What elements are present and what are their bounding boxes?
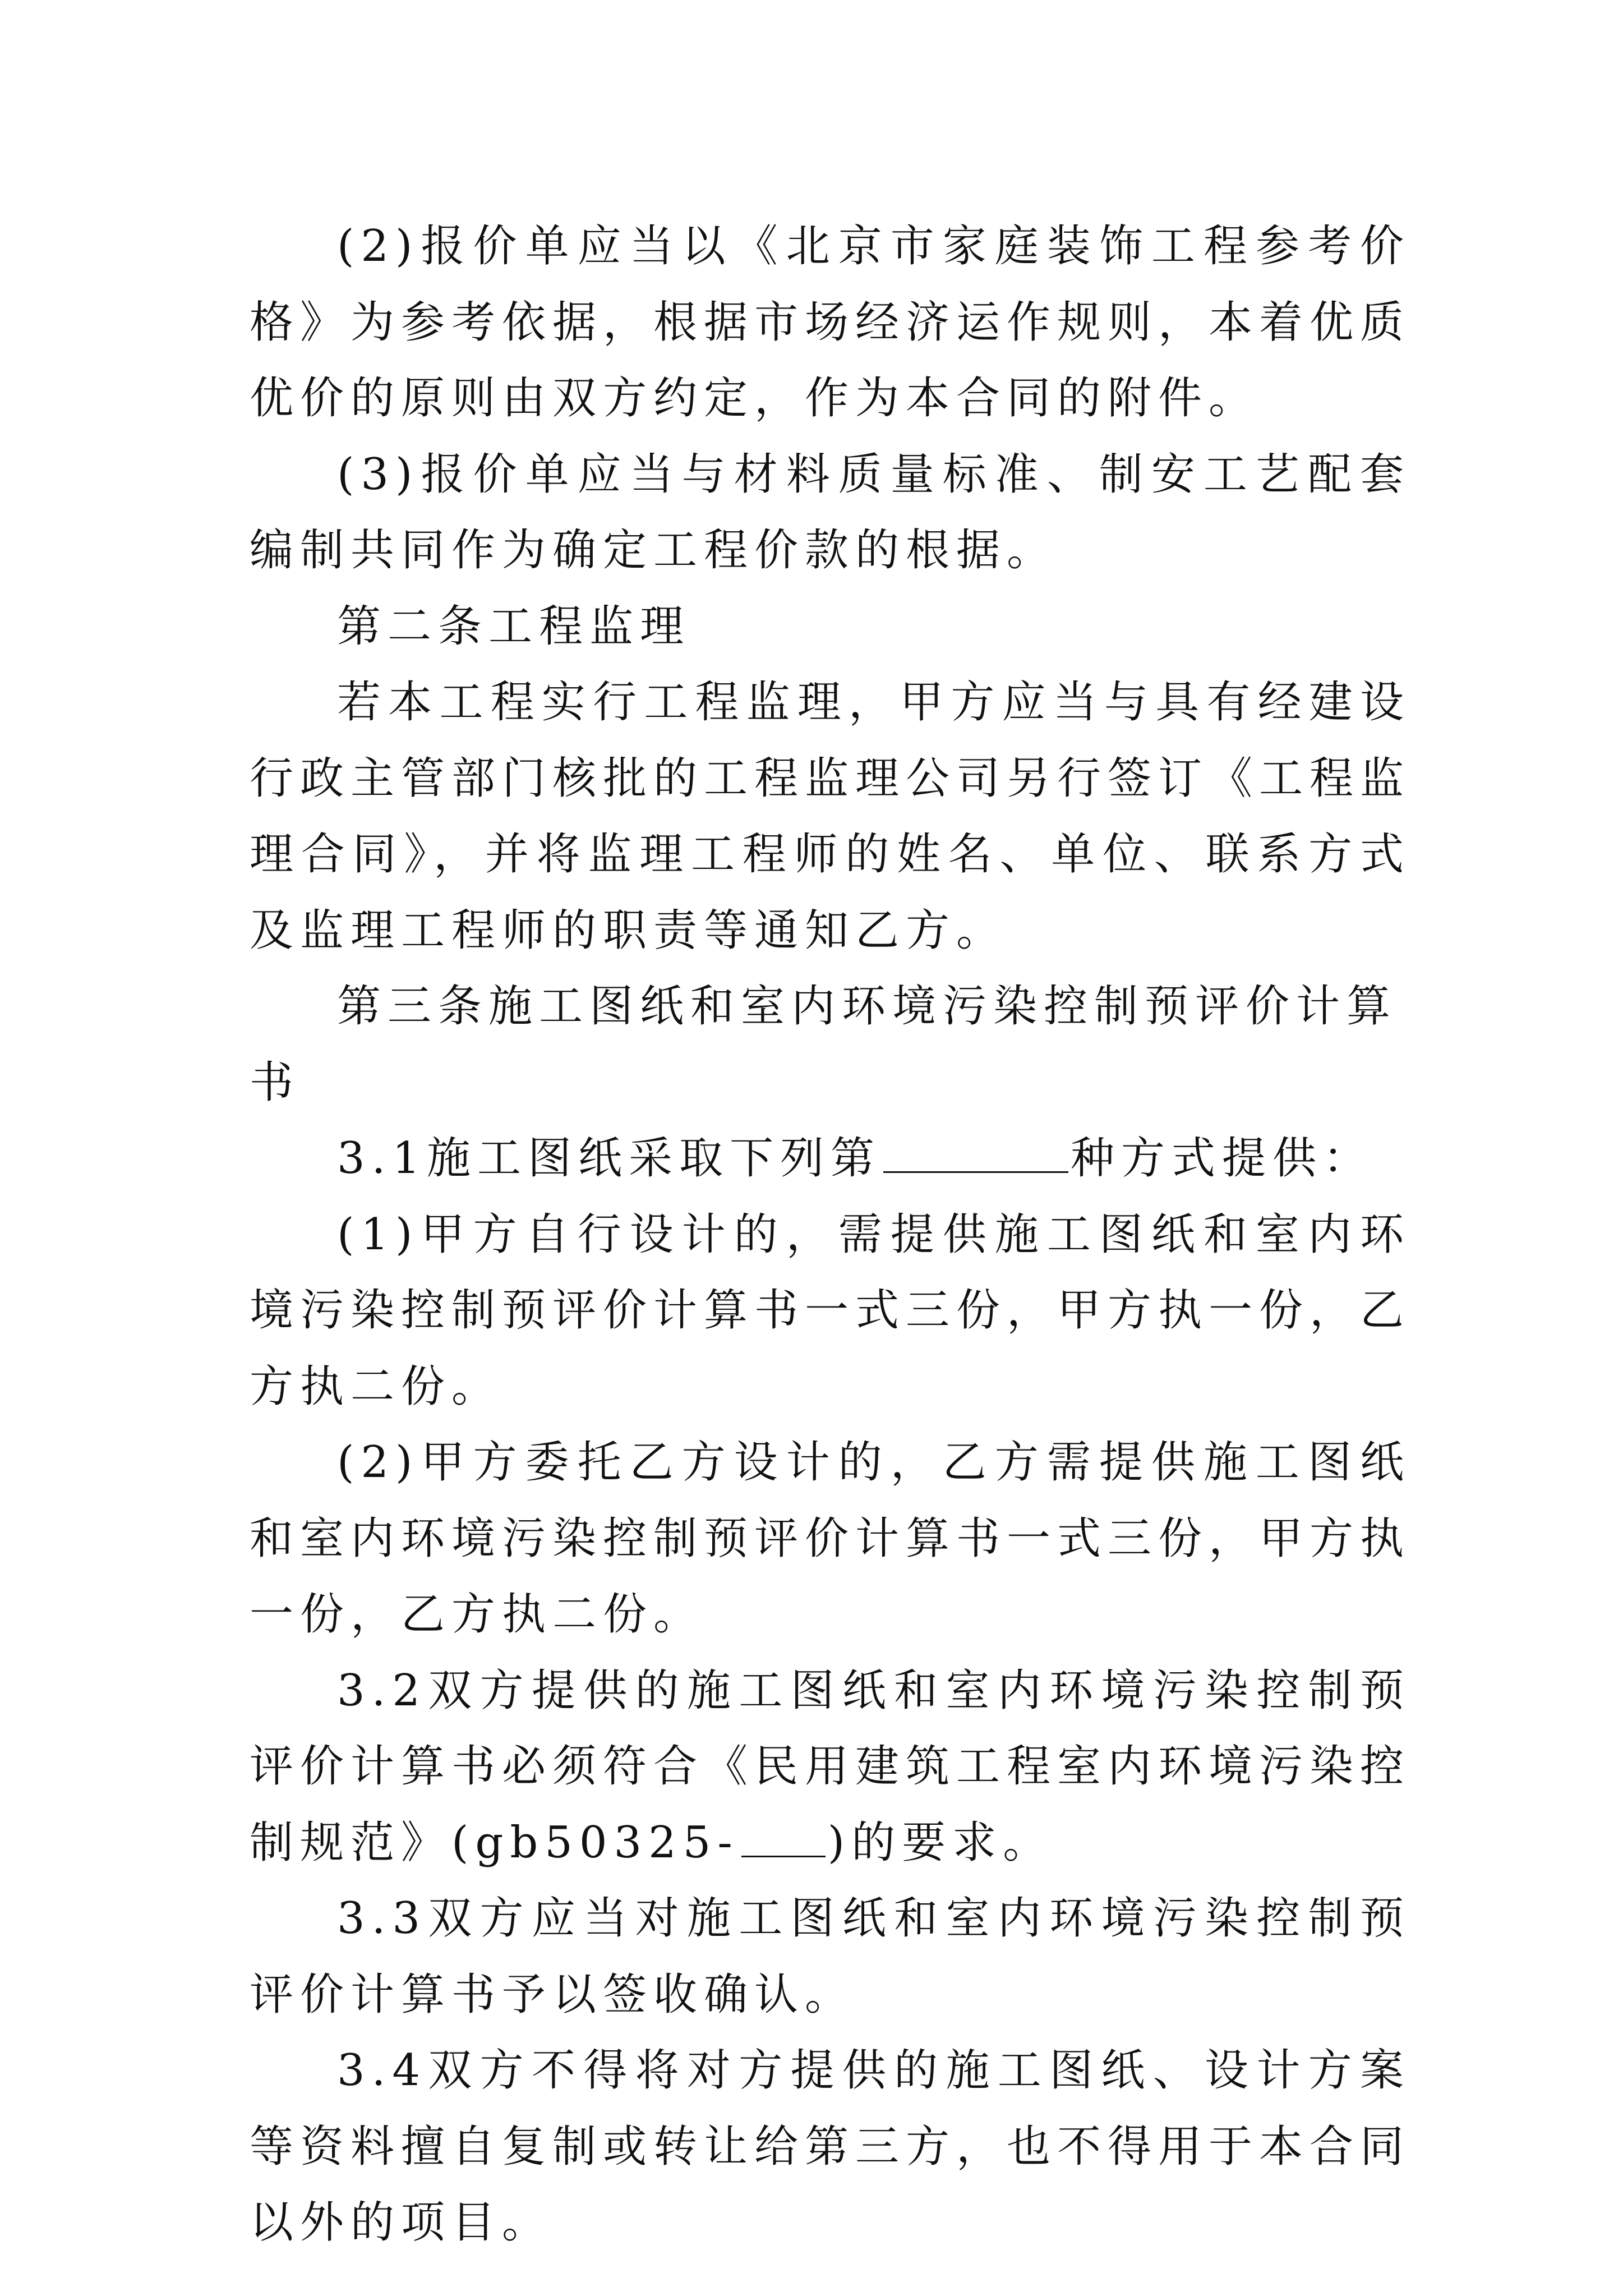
fill-in-blank-year bbox=[741, 1816, 826, 1857]
paragraph-3-1-option-1: (1)甲方自行设计的，需提供施工图纸和室内环境污染控制预评价计算书一式三份，甲方执一份，乙方执二份。 bbox=[250, 1209, 1411, 1412]
paragraph-3-2-text-before: 3.2双方提供的施工图纸和室内环境污染控制预评价计算书必须符合《民用建筑工程室内环境污染控制规范》(gb50325- bbox=[250, 1665, 1411, 1868]
paragraph-3-1-text-before: 3.1施工图纸采取下列第 bbox=[337, 1133, 882, 1184]
paragraph-3-1-text-after: 种方式提供： bbox=[1071, 1133, 1374, 1184]
paragraph-supervision: 若本工程实行工程监理，甲方应当与具有经建设行政主管部门核批的工程监理公司另行签订《工程监理合同》，并将监理工程师的姓名、单位、联系方式及监理工程师的职责等通知乙方。 bbox=[250, 677, 1411, 956]
paragraph-3-4: 3.4双方不得将对方提供的施工图纸、设计方案等资料擅自复制或转让给第三方，也不得用于本合同以外的项目。 bbox=[250, 2045, 1411, 2248]
paragraph-3-3: 3.3双方应当对施工图纸和室内环境污染控制预评价计算书予以签收确认。 bbox=[250, 1893, 1410, 2020]
paragraph-3-2 bbox=[250, 1653, 1410, 1881]
fill-in-blank-method bbox=[883, 1132, 1068, 1173]
paragraph-quote-standards: (3)报价单应当与材料质量标准、制安工艺配套编制共同作为确定工程价款的根据。 bbox=[250, 449, 1410, 576]
heading-article-3: 第三条施工图纸和室内环境污染控制预评价计算书 bbox=[250, 981, 1398, 1108]
paragraph-3-1-option-2: (2)甲方委托乙方设计的，乙方需提供施工图纸和室内环境污染控制预评价计算书一式三份，甲方执一份，乙方执二份。 bbox=[250, 1437, 1411, 1640]
document-body bbox=[250, 209, 1410, 2261]
paragraph-3-1 bbox=[250, 1121, 1410, 1197]
paragraph-quote-basis: (2)报价单应当以《北京市家庭装饰工程参考价格》为参考依据，根据市场经济运作规则，本着优质优价的原则由双方约定，作为本合同的附件。 bbox=[250, 221, 1411, 424]
heading-article-2: 第二条工程监理 bbox=[337, 601, 691, 652]
paragraph-3-2-text-after: )的要求。 bbox=[827, 1817, 1054, 1868]
